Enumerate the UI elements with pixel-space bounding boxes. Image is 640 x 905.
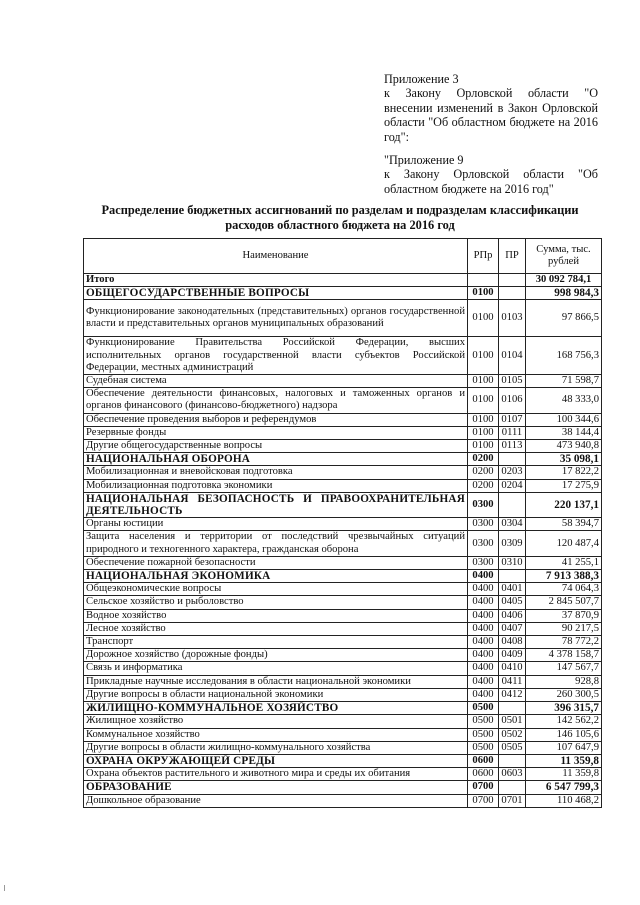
row-subsection-code: 0408 <box>499 636 526 649</box>
row-name: Лесное хозяйство <box>84 622 468 635</box>
row-subsection-code <box>499 570 526 583</box>
row-name: Дорожное хозяйство (дорожные фонды) <box>84 649 468 662</box>
row-subsection-code: 0304 <box>499 518 526 531</box>
row-section-code: 0200 <box>468 453 499 466</box>
row-amount: 6 547 799,3 <box>526 781 602 794</box>
row-section-code: 0400 <box>468 649 499 662</box>
subsection-row <box>84 768 602 781</box>
row-subsection-code: 0105 <box>499 375 526 388</box>
row-section-code: 0500 <box>468 728 499 741</box>
row-name: Охрана объектов растительного и животного мира и среды их обитания <box>84 768 468 781</box>
row-subsection-code: 0501 <box>499 715 526 728</box>
row-subsection-code: 0111 <box>499 426 526 439</box>
subsection-row <box>84 375 602 388</box>
total-row <box>84 274 602 287</box>
header-name: Наименование <box>84 239 468 274</box>
row-amount: 107 647,9 <box>526 741 602 754</box>
row-subsection-code: 0204 <box>499 479 526 492</box>
row-section-code: 0400 <box>468 583 499 596</box>
row-name: Мобилизационная и вневойсковая подготовка <box>84 466 468 479</box>
row-amount: 97 866,5 <box>526 300 602 337</box>
row-name: Жилищное хозяйство <box>84 715 468 728</box>
row-section-code: 0300 <box>468 518 499 531</box>
row-amount: 260 300,5 <box>526 688 602 701</box>
row-subsection-code <box>499 781 526 794</box>
row-name: ОБЩЕГОСУДАРСТВЕННЫЕ ВОПРОСЫ <box>84 287 468 300</box>
row-amount: 11 359,8 <box>526 754 602 767</box>
row-section-code: 0300 <box>468 556 499 569</box>
row-name: Функционирование Правительства Российской Федерации, высших исполнительных органов государственной власти субъектов Российской Федерации, местных администраций <box>84 337 468 375</box>
row-amount: 146 105,6 <box>526 728 602 741</box>
row-amount: 2 845 507,7 <box>526 596 602 609</box>
row-subsection-code: 0103 <box>499 300 526 337</box>
appendix-9-note <box>384 153 598 196</box>
row-section-code: 0200 <box>468 466 499 479</box>
row-section-code: 0100 <box>468 426 499 439</box>
subsection-row <box>84 741 602 754</box>
subsection-row <box>84 636 602 649</box>
row-subsection-code: 0405 <box>499 596 526 609</box>
row-amount: 90 217,5 <box>526 622 602 635</box>
row-subsection-code: 0412 <box>499 688 526 701</box>
row-amount: 4 378 158,7 <box>526 649 602 662</box>
subsection-row <box>84 662 602 675</box>
appendix-3-reference: к Закону Орловской области "О внесении изменений в Закон Орловской области "Об областном бюджете на 2016 год": <box>384 86 598 144</box>
header-section-code: РПр <box>468 239 499 274</box>
row-amount: 74 064,3 <box>526 583 602 596</box>
subsection-row <box>84 622 602 635</box>
row-name: Дошкольное образование <box>84 794 468 807</box>
row-name: Защита населения и территории от последствий чрезвычайных ситуаций природного и техногенного характера, гражданская оборона <box>84 531 468 556</box>
row-name: Судебная система <box>84 375 468 388</box>
row-section-code <box>468 274 499 287</box>
row-name: Итого <box>84 274 468 287</box>
subsection-row <box>84 337 602 375</box>
row-name: ОХРАНА ОКРУЖАЮЩЕЙ СРЕДЫ <box>84 754 468 767</box>
row-subsection-code <box>499 754 526 767</box>
row-subsection-code <box>499 287 526 300</box>
row-subsection-code: 0701 <box>499 794 526 807</box>
section-row <box>84 781 602 794</box>
subsection-row <box>84 388 602 413</box>
row-name: Связь и информатика <box>84 662 468 675</box>
row-amount: 473 940,8 <box>526 440 602 453</box>
row-name: Прикладные научные исследования в области национальной экономики <box>84 675 468 688</box>
row-subsection-code: 0603 <box>499 768 526 781</box>
row-subsection-code: 0502 <box>499 728 526 741</box>
header-subsection-code: ПР <box>499 239 526 274</box>
row-name: ЖИЛИЩНО-КОММУНАЛЬНОЕ ХОЗЯЙСТВО <box>84 702 468 715</box>
row-name: НАЦИОНАЛЬНАЯ БЕЗОПАСНОСТЬ И ПРАВООХРАНИТЕЛЬНАЯ ДЕЯТЕЛЬНОСТЬ <box>84 492 468 517</box>
row-name: Другие общегосударственные вопросы <box>84 440 468 453</box>
row-name: Транспорт <box>84 636 468 649</box>
row-amount: 100 344,6 <box>526 413 602 426</box>
row-section-code: 0300 <box>468 531 499 556</box>
row-name: Другие вопросы в области жилищно-коммунального хозяйства <box>84 741 468 754</box>
row-amount: 168 756,3 <box>526 337 602 375</box>
section-row <box>84 287 602 300</box>
row-amount: 396 315,7 <box>526 702 602 715</box>
row-amount: 30 092 784,1 <box>526 274 602 287</box>
row-name: Функционирование законодательных (представительных) органов государственной власти и представительных органов муниципальных образований <box>84 300 468 337</box>
subsection-row <box>84 556 602 569</box>
row-amount: 928,8 <box>526 675 602 688</box>
row-section-code: 0100 <box>468 388 499 413</box>
row-amount: 41 255,1 <box>526 556 602 569</box>
row-name: Обеспечение проведения выборов и референдумов <box>84 413 468 426</box>
row-subsection-code: 0505 <box>499 741 526 754</box>
appendix-9-title: "Приложение 9 <box>384 153 464 167</box>
row-section-code: 0400 <box>468 675 499 688</box>
subsection-row <box>84 426 602 439</box>
row-subsection-code: 0410 <box>499 662 526 675</box>
row-section-code: 0500 <box>468 715 499 728</box>
subsection-row <box>84 466 602 479</box>
row-amount: 147 567,7 <box>526 662 602 675</box>
row-section-code: 0100 <box>468 300 499 337</box>
row-subsection-code <box>499 702 526 715</box>
row-name: Коммунальное хозяйство <box>84 728 468 741</box>
subsection-row <box>84 675 602 688</box>
row-section-code: 0500 <box>468 741 499 754</box>
subsection-row <box>84 649 602 662</box>
document-title-line-1: Распределение бюджетных ассигнований по разделам и подразделам классификации <box>101 203 579 217</box>
row-subsection-code: 0310 <box>499 556 526 569</box>
row-name: Мобилизационная подготовка экономики <box>84 479 468 492</box>
subsection-row <box>84 728 602 741</box>
row-name: Водное хозяйство <box>84 609 468 622</box>
row-section-code: 0100 <box>468 440 499 453</box>
row-section-code: 0700 <box>468 781 499 794</box>
subsection-row <box>84 688 602 701</box>
row-name: Общеэкономические вопросы <box>84 583 468 596</box>
subsection-row <box>84 531 602 556</box>
section-row <box>84 570 602 583</box>
row-name: Обеспечение пожарной безопасности <box>84 556 468 569</box>
row-amount: 38 144,4 <box>526 426 602 439</box>
row-section-code: 0400 <box>468 570 499 583</box>
row-section-code: 0200 <box>468 479 499 492</box>
row-amount: 142 562,2 <box>526 715 602 728</box>
subsection-row <box>84 583 602 596</box>
row-subsection-code: 0113 <box>499 440 526 453</box>
appendix-3-note <box>384 72 598 144</box>
row-section-code: 0600 <box>468 754 499 767</box>
row-section-code: 0400 <box>468 596 499 609</box>
row-name: Сельское хозяйство и рыболовство <box>84 596 468 609</box>
budget-allocation-table <box>83 238 602 808</box>
document-title-line-2: расходов областного бюджета на 2016 год <box>225 218 455 232</box>
row-section-code: 0100 <box>468 287 499 300</box>
row-amount: 78 772,2 <box>526 636 602 649</box>
row-subsection-code: 0106 <box>499 388 526 413</box>
subsection-row <box>84 715 602 728</box>
document-title <box>60 203 620 233</box>
row-section-code: 0500 <box>468 702 499 715</box>
section-row <box>84 754 602 767</box>
row-amount: 220 137,1 <box>526 492 602 517</box>
scan-artifact <box>4 885 5 891</box>
row-section-code: 0400 <box>468 636 499 649</box>
row-amount: 998 984,3 <box>526 287 602 300</box>
subsection-row <box>84 440 602 453</box>
row-amount: 58 394,7 <box>526 518 602 531</box>
section-row <box>84 453 602 466</box>
table-header-row <box>84 239 602 274</box>
row-name: ОБРАЗОВАНИЕ <box>84 781 468 794</box>
header-amount: Сумма, тыс. рублей <box>526 239 602 274</box>
section-row <box>84 492 602 517</box>
row-subsection-code: 0104 <box>499 337 526 375</box>
subsection-row <box>84 518 602 531</box>
row-section-code: 0600 <box>468 768 499 781</box>
row-subsection-code: 0309 <box>499 531 526 556</box>
row-amount: 71 598,7 <box>526 375 602 388</box>
row-amount: 17 275,9 <box>526 479 602 492</box>
row-amount: 110 468,2 <box>526 794 602 807</box>
subsection-row <box>84 300 602 337</box>
row-amount: 17 822,2 <box>526 466 602 479</box>
row-subsection-code: 0409 <box>499 649 526 662</box>
row-subsection-code: 0407 <box>499 622 526 635</box>
subsection-row <box>84 479 602 492</box>
row-section-code: 0400 <box>468 609 499 622</box>
row-amount: 11 359,8 <box>526 768 602 781</box>
row-name: Обеспечение деятельности финансовых, налоговых и таможенных органов и органов финансового (финансово-бюджетного) надзора <box>84 388 468 413</box>
row-section-code: 0100 <box>468 337 499 375</box>
row-section-code: 0400 <box>468 662 499 675</box>
row-subsection-code <box>499 453 526 466</box>
row-section-code: 0100 <box>468 413 499 426</box>
row-subsection-code <box>499 492 526 517</box>
row-name: НАЦИОНАЛЬНАЯ ОБОРОНА <box>84 453 468 466</box>
row-section-code: 0400 <box>468 622 499 635</box>
row-subsection-code: 0411 <box>499 675 526 688</box>
subsection-row <box>84 413 602 426</box>
row-amount: 48 333,0 <box>526 388 602 413</box>
row-section-code: 0100 <box>468 375 499 388</box>
row-name: НАЦИОНАЛЬНАЯ ЭКОНОМИКА <box>84 570 468 583</box>
row-section-code: 0400 <box>468 688 499 701</box>
row-subsection-code: 0406 <box>499 609 526 622</box>
appendix-3-title: Приложение 3 <box>384 72 459 86</box>
appendix-9-reference: к Закону Орловской области "Об областном бюджете на 2016 год" <box>384 167 598 196</box>
row-amount: 7 913 388,3 <box>526 570 602 583</box>
row-subsection-code <box>499 274 526 287</box>
row-amount: 35 098,1 <box>526 453 602 466</box>
row-section-code: 0300 <box>468 492 499 517</box>
row-subsection-code: 0401 <box>499 583 526 596</box>
row-section-code: 0700 <box>468 794 499 807</box>
subsection-row <box>84 609 602 622</box>
row-amount: 120 487,4 <box>526 531 602 556</box>
row-subsection-code: 0107 <box>499 413 526 426</box>
row-name: Другие вопросы в области национальной экономики <box>84 688 468 701</box>
section-row <box>84 702 602 715</box>
row-name: Органы юстиции <box>84 518 468 531</box>
subsection-row <box>84 596 602 609</box>
row-subsection-code: 0203 <box>499 466 526 479</box>
row-name: Резервные фонды <box>84 426 468 439</box>
subsection-row <box>84 794 602 807</box>
row-amount: 37 870,9 <box>526 609 602 622</box>
